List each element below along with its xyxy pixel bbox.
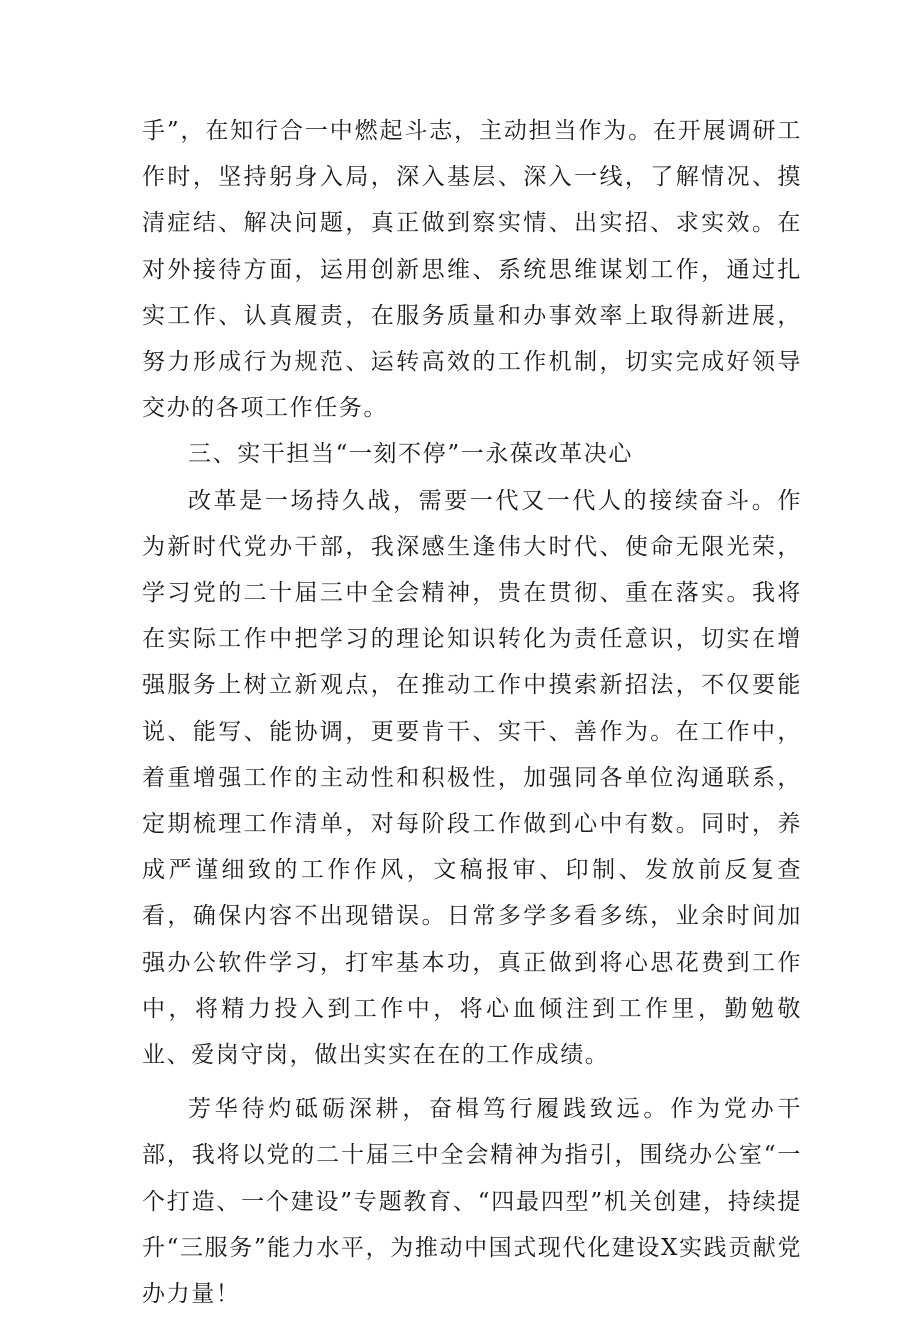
document-body <box>142 108 802 1317</box>
paragraph-continued: 手”，在知行合一中燃起斗志，主动担当作为。在开展调研工作时，坚持躬身入局，深入基层、深入一线，了解情况、摸清症结、解决问题，真正做到察实情、出实招、求实效。在对外接待方面，运用创新思维、系统思维谋划工作，通过扎实工作、认真履责，在服务质量和办事效率上取得新进展，努力形成行为规范、运转高效的工作机制，切实完成好领导交办的各项工作任务。 <box>142 118 802 422</box>
paragraph-reform: 改革是一场持久战，需要一代又一代人的接续奋斗。作为新时代党办干部，我深感生逢伟大时代、使命无限光荣，学习党的二十届三中全会精神，贵在贯彻、重在落实。我将在实际工作中把学习的理论知识转化为责任意识，切实在增强服务上树立新观点，在推动工作中摸索新招法，不仅要能说、能写、能协调，更要肯干、实干、善作为。在工作中，着重增强工作的主动性和积极性，加强同各单位沟通联系，定期梳理工作清单，对每阶段工作做到心中有数。同时，养成严谨细致的工作作风，文稿报审、印制、发放前反复查看，确保内容不出现错误。日常多学多看多练，业余时间加强办公软件学习，打牢基本功，真正做到将心思花费到工作中，将精力投入到工作中，将心血倾注到工作里，勤勉敬业、爱岗守岗，做出实实在在的工作成绩。 <box>142 487 802 1069</box>
paragraph-closing: 芳华待灼砥砺深耕，奋楫笃行履践致远。作为党办干部，我将以党的二十届三中全会精神为指引，围绕办公室“一个打造、一个建设”专题教育、“四最四型”机关创建，持续提升“三服务”能力水平，为推动中国式现代化建设X实践贡献党办力量！ <box>142 1096 802 1308</box>
paragraph-spacer <box>142 1078 802 1086</box>
section-heading: 三、实干担当“一刻不停”一永葆改革决心 <box>188 441 633 468</box>
